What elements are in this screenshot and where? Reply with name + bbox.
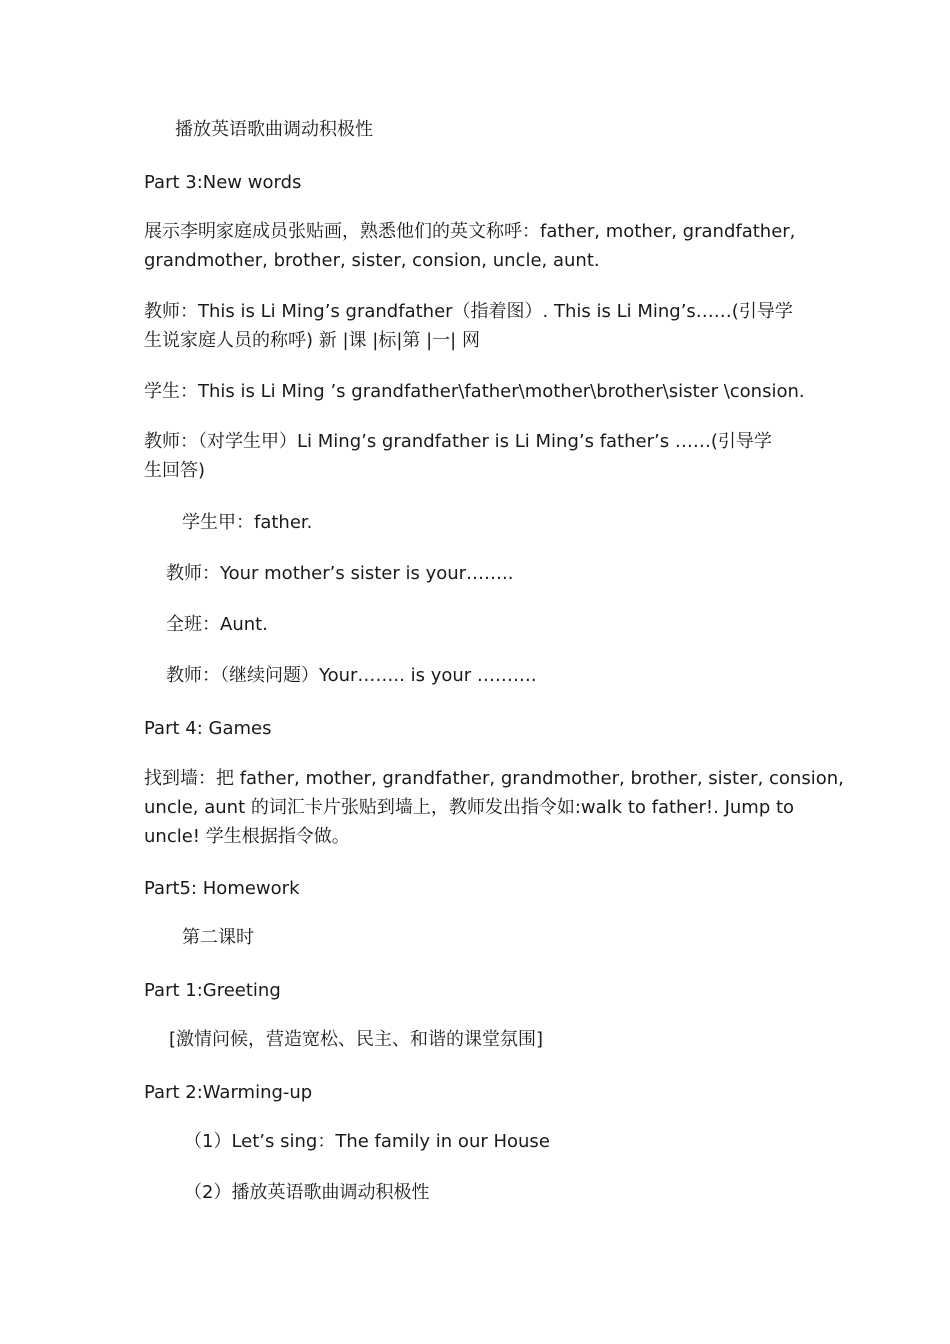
teacher-line-1a: 教师：This is Li Ming’s grandfather（指着图）. This is Li Ming’s……(引导学 bbox=[144, 301, 793, 322]
games-line-3: uncle! 学生根据指令做。 bbox=[144, 826, 350, 847]
student-line: 学生：This is Li Ming ’s grandfather\father\mother\brother\sister \consion. bbox=[144, 381, 805, 402]
warmup-item-1: （1）Let’s sing：The family in our House bbox=[184, 1131, 550, 1152]
greeting-note: [激情问候，营造宽松、民主、和谐的课堂氛围] bbox=[169, 1029, 544, 1050]
teacher-line-3: 教师：Your mother’s sister is your…….. bbox=[166, 563, 514, 584]
second-lesson-heading: 第二课时 bbox=[182, 927, 254, 948]
heading-part2-warming-up: Part 2:Warming-up bbox=[144, 1082, 313, 1103]
teacher-line-2b: 生回答) bbox=[144, 460, 206, 481]
warmup-item-2: （2）播放英语歌曲调动积极性 bbox=[184, 1182, 430, 1203]
games-paragraph bbox=[144, 764, 844, 851]
teacher-line-1b: 生说家庭人员的称呼) 新 |课 |标|第 |一| 网 bbox=[144, 330, 480, 351]
new-words-line-1: 展示李明家庭成员张贴画，熟悉他们的英文称呼：father, mother, grandfather, bbox=[144, 221, 796, 242]
new-words-paragraph bbox=[144, 217, 814, 275]
heading-part3-new-words: Part 3:New words bbox=[144, 172, 302, 193]
heading-part1-greeting: Part 1:Greeting bbox=[144, 980, 281, 1001]
song-activity-line: 播放英语歌曲调动积极性 bbox=[175, 119, 373, 140]
teacher-line-2a: 教师：（对学生甲）Li Ming’s grandfather is Li Ming’s father’s ……(引导学 bbox=[144, 431, 772, 452]
games-line-1: 找到墙：把 father, mother, grandfather, grandmother, brother, sister, consion, bbox=[144, 768, 844, 789]
heading-part5-homework: Part5: Homework bbox=[144, 878, 300, 899]
heading-part4-games: Part 4: Games bbox=[144, 718, 272, 739]
teacher-line-4: 教师：（继续问题）Your…….. is your ………. bbox=[166, 665, 537, 686]
teacher-paragraph-2 bbox=[144, 427, 814, 485]
new-words-line-2: grandmother, brother, sister, consion, uncle, aunt. bbox=[144, 250, 600, 271]
student-a-line: 学生甲：father. bbox=[182, 512, 313, 533]
games-line-2: uncle, aunt 的词汇卡片张贴到墙上，教师发出指令如:walk to father!. Jump to bbox=[144, 797, 795, 818]
teacher-paragraph-1 bbox=[144, 297, 814, 355]
whole-class-line: 全班：Aunt. bbox=[166, 614, 268, 635]
